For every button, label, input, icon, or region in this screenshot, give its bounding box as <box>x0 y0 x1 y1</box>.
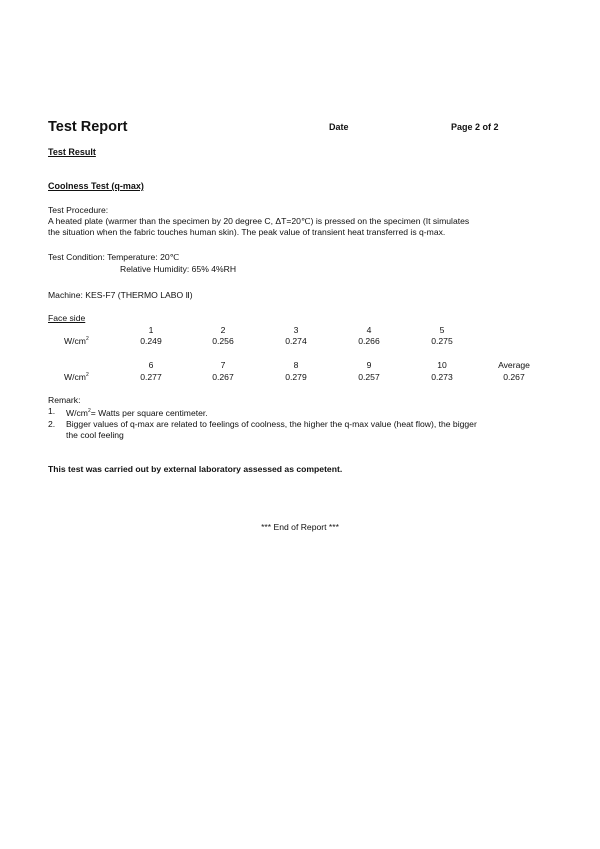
sample-header: 7 <box>220 360 226 370</box>
remark-unit: $W/cm^2$ <box>66 407 91 418</box>
sample-header: 2 <box>220 325 226 335</box>
procedure-label: Test Procedure: <box>48 205 109 215</box>
average-value: 0.267 <box>503 372 525 382</box>
condition-line-1: Test Condition: Temperature: 20℃ <box>48 252 180 262</box>
sample-value: 0.266 <box>358 336 380 346</box>
remark-text-line-1: Bigger values of q-max are related to feelings of coolness, the higher the q-max value (heat flow), the bigger <box>66 418 477 429</box>
sample-value: 0.267 <box>212 372 234 382</box>
machine-info: Machine: KES-F7 (THERMO LABO Ⅱ) <box>48 290 193 300</box>
condition-line-2: Relative Humidity: 65% 4%RH <box>120 264 237 274</box>
sample-header: 8 <box>293 360 299 370</box>
sample-value: 0.249 <box>140 336 162 346</box>
procedure-block <box>48 205 568 238</box>
date-label: Date <box>329 122 349 132</box>
unit-label-row2: $W/cm^2$ <box>64 372 89 382</box>
page-number: Page 2 of 2 <box>451 122 499 132</box>
competence-statement: This test was carried out by external laboratory assessed as competent. <box>48 464 343 474</box>
sample-value: 0.256 <box>212 336 234 346</box>
average-header: Average <box>498 360 530 370</box>
end-of-report: *** End of Report *** <box>261 522 339 532</box>
remark-text-line-2: the cool feeling <box>66 429 124 440</box>
unit-label-row1: $W/cm^2$ <box>64 336 89 346</box>
sample-header: 6 <box>148 360 154 370</box>
report-title: Test Report <box>48 119 128 135</box>
sample-header: 4 <box>366 325 372 335</box>
sample-value: 0.274 <box>285 336 307 346</box>
procedure-line-2: the situation when the fabric touches human skin). The peak value of transient heat transferred is q-max. <box>48 227 446 237</box>
remark-number: 2. <box>48 418 56 429</box>
remark-text: = Watts per square centimeter. <box>90 407 208 418</box>
sample-header: 10 <box>437 360 447 370</box>
sample-header: 9 <box>366 360 372 370</box>
sample-header: 3 <box>293 325 299 335</box>
sample-value: 0.257 <box>358 372 380 382</box>
sample-header: 5 <box>439 325 445 335</box>
procedure-line-1: A heated plate (warmer than the specimen by 20 degree C, ΔT=20℃) is pressed on the specimen (It simulates <box>48 216 470 226</box>
sample-value: 0.277 <box>140 372 162 382</box>
sample-value: 0.273 <box>431 372 453 382</box>
remark-item-2 <box>48 419 568 441</box>
section-title: Test Result <box>48 147 96 157</box>
sample-header: 1 <box>148 325 154 335</box>
sample-value: 0.279 <box>285 372 307 382</box>
sample-value: 0.275 <box>431 336 453 346</box>
face-side-label: Face side <box>48 313 86 323</box>
remark-number: 1. <box>48 406 56 416</box>
remark-block <box>48 395 568 441</box>
remark-item-1 <box>48 406 568 419</box>
remark-label: Remark: <box>48 395 81 405</box>
coolness-heading: Coolness Test (q-max) <box>48 181 144 191</box>
